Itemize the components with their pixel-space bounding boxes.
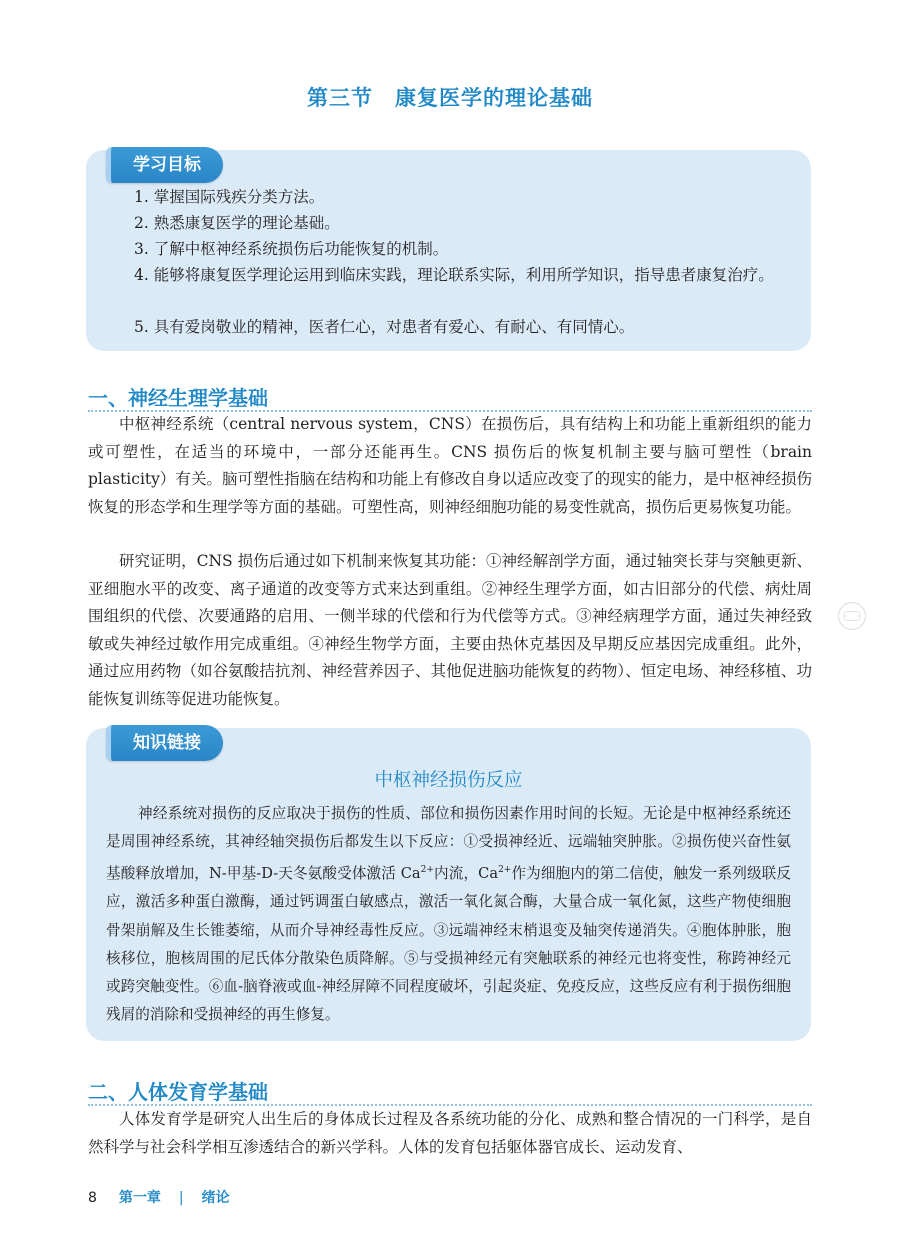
learning-goals-box [86,150,811,351]
section-number: 第三节 [307,86,373,110]
page-footer [88,1187,230,1207]
knowledge-link-tab: 知识链接 [106,725,223,761]
paragraph-development: 人体发育学是研究人出生后的身体成长过程及各系统功能的分化、成熟和整合情况的一门科学，是自然科学与社会科学相互渗透结合的新兴学科。人体的发育包括躯体器官成长、运动发育、 [88,1110,812,1156]
superscript-charge: 2+ [420,865,434,876]
learning-goals-tab: 学习目标 [106,147,223,183]
heading-neurophysiology: 一、神经生理学基础 [88,386,268,410]
chapter-label: 第一章 [118,1190,161,1206]
goal-item-4: 4. 能够将康复医学理论运用到临床实践，理论联系实际，利用所学知识，指导患者康复治疗。 [134,266,774,284]
goal-item-5: 5. 具有爱岗敬业的精神，医者仁心，对患者有爱心、有耐心、有同情心。 [134,318,635,336]
goal-item-2: 2. 熟悉康复医学的理论基础。 [134,214,340,232]
section-name: 康复医学的理论基础 [395,86,593,110]
knowledge-link-body [106,800,791,1029]
heading-human-development: 二、人体发育学基础 [88,1080,268,1104]
link-text-part-2: 内流，Ca [433,865,499,883]
goal-item-1: 1. 掌握国际残疾分类方法。 [134,188,325,206]
knowledge-link-title: 中枢神经损伤反应 [374,770,523,791]
page-number: 8 [88,1190,97,1206]
knowledge-link-box [86,728,811,1041]
link-text-part-1: 神经系统对损伤的反应取决于损伤的性质、部位和损伤因素作用时间的长短。无论是中枢神经系统还是周围神经系统，其神经轴突损伤后都发生以下反应：①受损神经近、远端轴突肿胀。②损伤使兴奋性氨基酸释放增加，N-甲基-D-天冬氨酸受体激活 Ca [106,805,791,883]
goal-item-3: 3. 了解中枢神经系统损伤后功能恢复的机制。 [134,240,449,258]
paragraph-recovery-mechanisms: 研究证明，CNS 损伤后通过如下机制来恢复其功能：①神经解剖学方面，通过轴突长芽与突触更新、亚细胞水平的改变、离子通道的改变等方式来达到重组。②神经生理学方面，如古旧部分的代偿、病灶周围组织的代偿、次要通路的启用、一侧半球的代偿和行为代偿等方式。③神经病理学方面，通过失神经致敏或失神经过敏作用完成重组。④神经生物学方面，主要由热休克基因及早期反应基因完成重组。此外，通过应用药物（如谷氨酸拮抗剂、神经营养因子、其他促进脑功能恢复的药物）、恒定电场、神经移植、功能恢复训练等促进功能恢复。 [88,552,812,708]
superscript-charge: 2+ [498,865,512,876]
watermark-stamp [838,602,866,630]
paragraph-plasticity: 中枢神经系统（central nervous system，CNS）在损伤后，具有结构上和功能上重新组织的能力或可塑性，在适当的环境中，一部分还能再生。CNS 损伤后的恢复机制主要与脑可塑性（brain plasticity）有关。脑可塑性指脑在结构和功能上有修改自身以适应改变了的现实的能力，是中枢神经损伤恢复的形态学和生理学等方面的基础。可塑性高，则神经细胞功能的易变性就高，损伤后更易恢复功能。 [88,415,812,516]
chapter-subject: 绪论 [201,1190,230,1206]
footer-separator: | [178,1190,184,1206]
link-text-part-3: 作为细胞内的第二信使，触发一系列级联反应，激活多种蛋白激酶，通过钙调蛋白敏感点，激活一氧化氮合酶，大量合成一氧化氮，这些产物使细胞骨架崩解及生长锥萎缩，从而介导神经毒性反应。③远端神经末梢退变及轴突传递消失。④胞体肿胀，胞核移位，胞核周围的尼氏体分散染色质降解。⑤与受损神经元有突触联系的神经元也将变性，称跨神经元或跨突触变性。⑥血-脑脊液或血-神经屏障不同程度破坏，引起炎症、免疫反应，这些反应有利于损伤细胞残屑的消除和受损神经的再生修复。 [106,865,791,1024]
section-title [0,82,900,112]
